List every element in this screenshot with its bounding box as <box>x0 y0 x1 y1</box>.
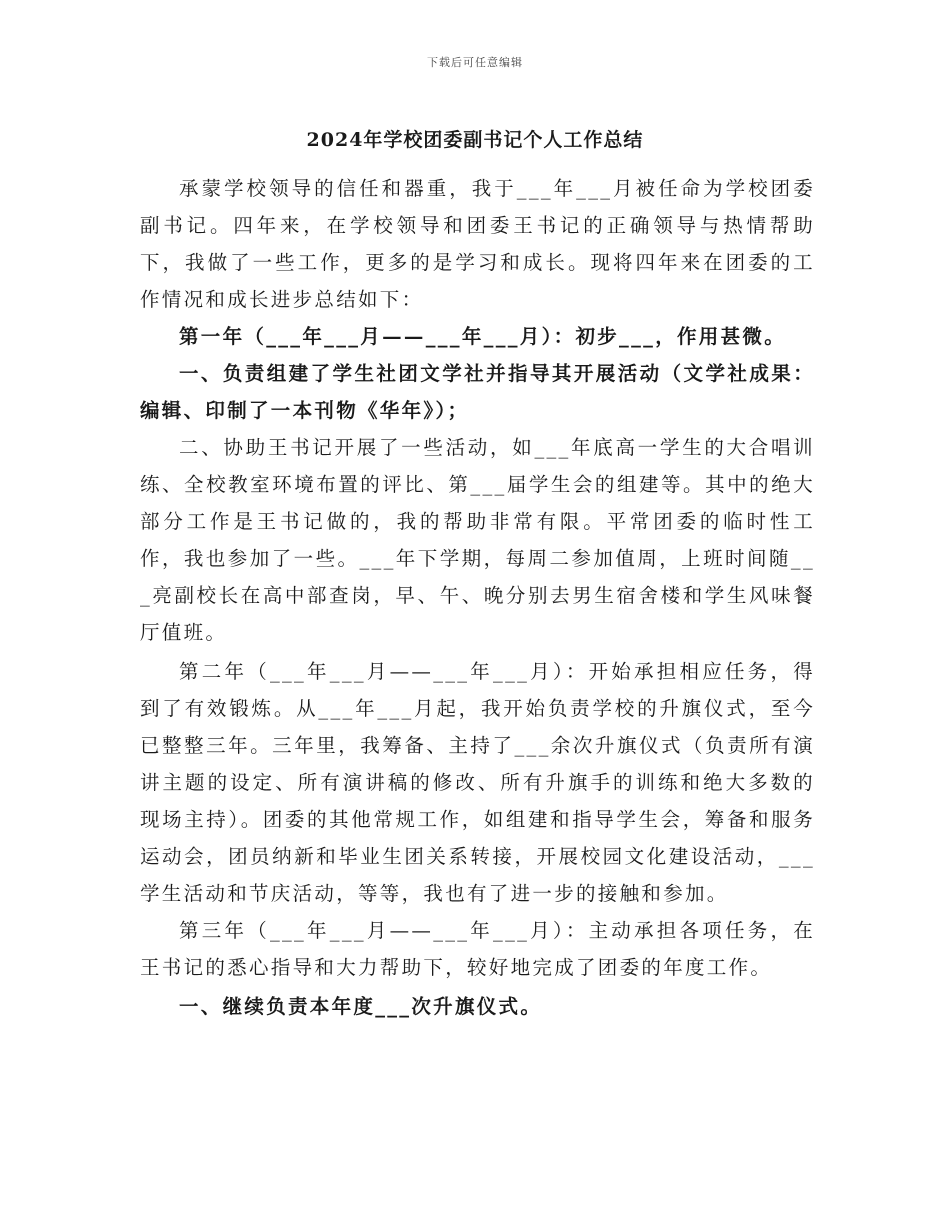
heading-year-one: 第一年（___年___月——___年___月）：初步___，作用甚微。 <box>179 325 786 348</box>
paragraph-year-three: 第三年（___年___月——___年___月）：主动承担各项任务，在王书记的悉心指导和大力帮助下，较好地完成了团委的年度工作。 <box>140 919 815 979</box>
item-flag-ceremony: 一、继续负责本年度___次升旗仪式。 <box>179 995 543 1018</box>
document-body <box>140 170 815 1025</box>
document-title: 2024年学校团委副书记个人工作总结 <box>306 129 644 151</box>
item-literary-society: 一、负责组建了学生社团文学社并指导其开展活动（文学社成果：编辑、印制了一本刊物《华年》）； <box>140 362 815 422</box>
paragraph-year-two: 第二年（___年___月——___年___月）：开始承担相应任务，得到了有效锻炼。从___年___月起，我开始负责学校的升旗仪式，至今已整整三年。三年里，我筹备、主持了___余次升旗仪式（负责所有演讲主题的设定、所有演讲稿的修改、所有升旗手的训练和绝大多数的现场主持）。团委的其他常规工作，如组建和指导学生会，筹备和服务运动会，团员纳新和毕业生团关系转接，开展校园文化建设活动，___学生活动和节庆活动，等等，我也有了进一步的接触和参加。 <box>140 660 815 905</box>
header-note: 下载后可任意编辑 <box>427 56 523 69</box>
item-assist-activities: 二、协助王书记开展了一些活动，如___年底高一学生的大合唱训练、全校教室环境布置的评比、第___届学生会的组建等。其中的绝大部分工作是王书记做的，我的帮助非常有限。平常团委的临时性工作，我也参加了一些。___年下学期，每周二参加值周，上班时间随___亮副校长在高中部查岗，早、午、晚分别去男生宿舍楼和学生风味餐厅值班。 <box>140 436 815 644</box>
paragraph-intro: 承蒙学校领导的信任和器重，我于___年___月被任命为学校团委副书记。四年来，在学校领导和团委王书记的正确领导与热情帮助下，我做了一些工作，更多的是学习和成长。现将四年来在团委的工作情况和成长进步总结如下： <box>140 177 815 311</box>
